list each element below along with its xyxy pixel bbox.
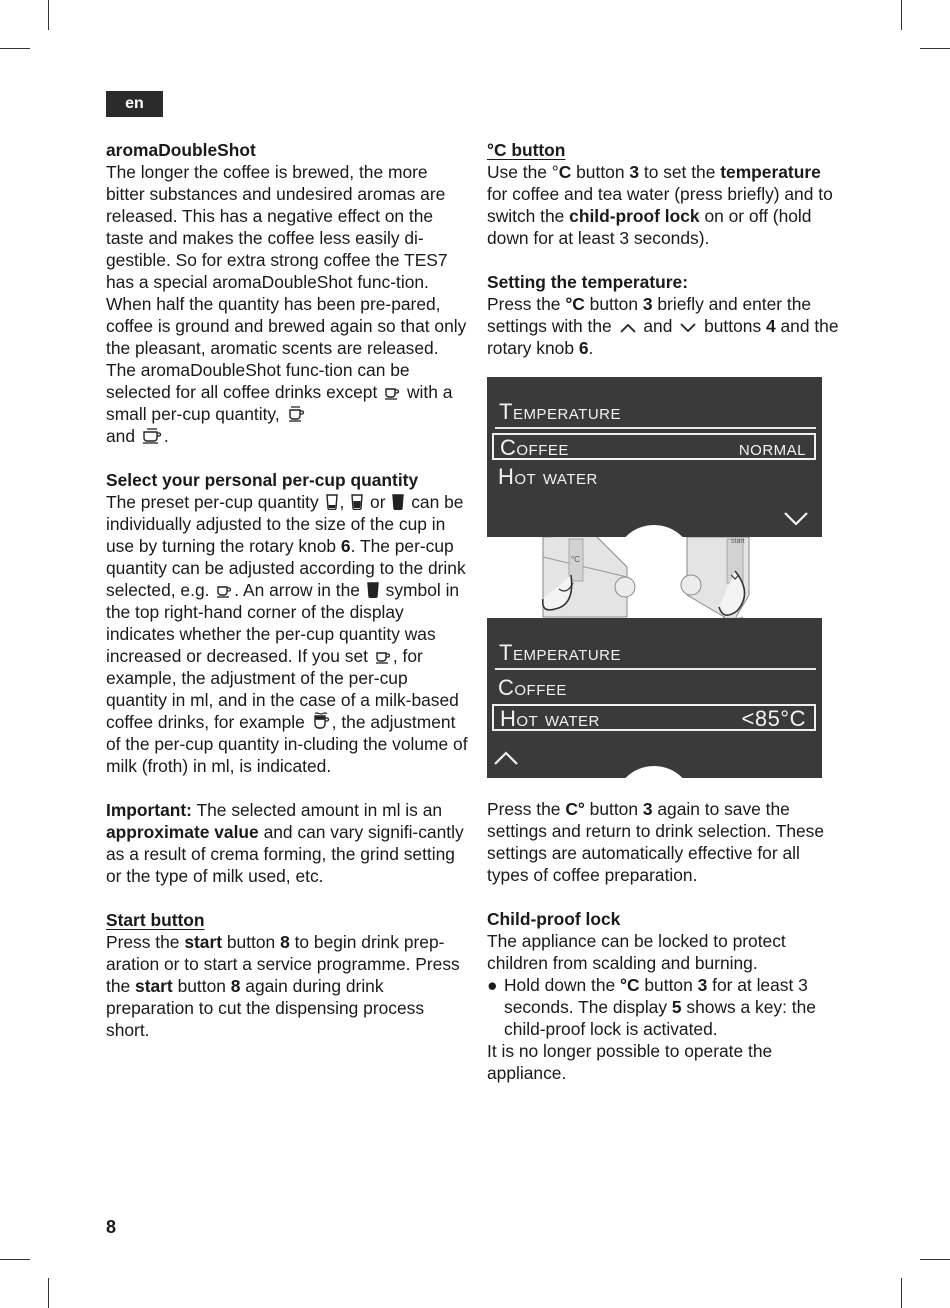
small-cup-icon: [375, 650, 391, 664]
button-label-celsius: °C: [571, 555, 580, 564]
select-text: symbol in the top right-hand corner of the display indicates whether the per-cup quantity was increased or decreased. If you set: [106, 580, 460, 666]
start-bold: start: [184, 932, 223, 952]
temp-text: buttons: [704, 316, 762, 336]
aroma-text: The longer the coffee is brewed, the more bitter substances and undesired aromas are released. This has a negative effect on the taste and makes the coffee less easily di-gestible. So for extra strong coffee the TES7 has a special aromaDoubleShot func-tion. When half the quantity has been pre-pared, coffee is ground and brewed again so that only the pleasant, aromatic scents are released. The aromaDoubleShot func-tion can be selected for all coffee drinks except: [106, 162, 467, 402]
display-notch: [614, 766, 694, 778]
crop-mark: [920, 48, 950, 49]
save-paragraph: [487, 798, 843, 886]
page-number: 8: [106, 1217, 117, 1237]
chevron-down-icon: [783, 511, 809, 532]
chevron-down-icon: [679, 322, 697, 334]
start-paragraph: [106, 931, 468, 1041]
start-bold: start: [135, 976, 173, 996]
display-notch: [614, 525, 694, 537]
right-column: [487, 139, 843, 359]
display-row-value: normal: [738, 435, 806, 460]
section-heading-c-button: °C button: [487, 140, 566, 160]
section-heading-child-lock: Child-proof lock: [487, 909, 621, 929]
large-cup-icon: [142, 428, 162, 444]
display-screen-hot-water-selected: [487, 618, 822, 778]
select-text: . The per-cup quantity can be adjusted according to the drink selected, e.g.: [106, 536, 466, 600]
select-text: . An arrow in the: [234, 580, 360, 600]
press-bold: C°: [565, 799, 585, 819]
small-cup-icon: [216, 584, 232, 598]
temp-text: briefly and enter the settings with the: [487, 294, 812, 336]
display-divider: [495, 668, 816, 670]
child-lock-result: It is no longer possible to operate the appliance.: [487, 1041, 773, 1083]
cup-level-high-icon: [392, 494, 404, 510]
child-lock-bullet: [487, 974, 843, 1040]
start-text: button: [226, 932, 276, 952]
child-text: for at least 3 seconds. The display: [504, 975, 808, 1017]
press-text: again to save the settings and return to drink selection. These settings are automatically effective for all types of coffee preparation.: [487, 799, 825, 885]
milk-coffee-icon: [312, 712, 330, 730]
select-paragraph: [106, 491, 468, 777]
crop-mark: [901, 1278, 902, 1308]
button-number: 3: [642, 799, 653, 819]
child-lock-bullet-text: [504, 974, 843, 1040]
language-tab: en: [106, 91, 163, 117]
display-title: Temperature: [499, 399, 622, 424]
temp-text: and: [643, 316, 673, 336]
start-text: Press the: [106, 932, 180, 952]
display-row-hot-water: [492, 464, 816, 491]
temp-text: button: [589, 294, 639, 314]
right-column-lower: [487, 798, 843, 1084]
button-number: 3: [629, 162, 640, 182]
important-label: Important:: [106, 800, 192, 820]
select-text: or: [370, 492, 386, 512]
button-number: 8: [280, 932, 290, 952]
select-text: The preset per-cup quantity: [106, 492, 319, 512]
left-column: [106, 139, 468, 1041]
c-text: to set the: [643, 162, 716, 182]
left-button-panel: [543, 537, 635, 617]
crop-mark: [48, 1278, 49, 1308]
section-heading-select: Select your personal per-cup quantity: [106, 470, 419, 490]
chevron-up-icon: [493, 750, 519, 771]
c-text: Use the °: [487, 162, 559, 182]
c-text: button: [576, 162, 625, 182]
press-text: Press the: [487, 799, 561, 819]
select-text: , the adjustment of the per-cup quantity in-cluding the volume of milk (froth) in ml, is indicated.: [106, 712, 468, 776]
child-text: shows a key: the child-proof lock is activated.: [504, 997, 816, 1039]
display-row-label: Hot water: [498, 464, 598, 489]
important-text: and can vary signifi-cantly as a result of crema forming, the grind setting or the type of milk used, etc.: [106, 822, 464, 886]
cup-level-low-icon: [326, 494, 338, 510]
cup-level-high-icon: [367, 582, 379, 598]
c-button-paragraph: [487, 161, 843, 249]
display-row-coffee: [492, 675, 816, 702]
important-bold: approximate value: [106, 822, 259, 842]
aroma-text: with a small per-cup quantity,: [106, 382, 453, 424]
knob-number: 6: [340, 536, 351, 556]
important-text: The selected amount in ml is an: [196, 800, 443, 820]
button-number: 8: [230, 976, 241, 996]
cup-level-mid-icon: [351, 494, 363, 510]
child-bold: °C: [620, 975, 640, 995]
display-row-value: <85°C: [741, 706, 806, 731]
display-screen-coffee-selected: [487, 377, 822, 537]
temperature-paragraph: [487, 293, 843, 359]
press-text: button: [589, 799, 639, 819]
start-text: to begin drink prep-aration or to start a service programme. Press the: [106, 932, 460, 996]
c-text: on or off (hold down for at least 3 seconds).: [487, 206, 812, 248]
display-row-coffee: [492, 433, 816, 460]
child-text: Hold down the: [504, 975, 616, 995]
section-heading-temperature: Setting the temperature:: [487, 272, 688, 292]
button-press-illustration: [487, 537, 822, 622]
select-text: can be individually adjusted to the size of the cup in use by turning the rotary knob: [106, 492, 464, 556]
small-cup-icon: [384, 386, 400, 400]
button-number: 4: [765, 316, 776, 336]
important-paragraph: [106, 799, 468, 887]
crop-mark: [0, 1259, 30, 1260]
display-number: 5: [671, 997, 682, 1017]
display-title: Temperature: [499, 640, 622, 665]
aroma-paragraph: [106, 161, 468, 447]
select-text: , for example, the adjustment of the per-cup quantity in ml, and in the case of a milk-based coffee drinks, for example: [106, 646, 459, 732]
c-bold: child-proof lock: [569, 206, 700, 226]
temp-text: and the rotary knob: [487, 316, 839, 358]
right-button-panel: [681, 537, 749, 622]
aroma-text: and: [106, 426, 136, 446]
child-text: button: [644, 975, 693, 995]
c-text: for coffee and tea water (press briefly) and to switch the: [487, 184, 833, 226]
aroma-text: .: [163, 426, 169, 446]
display-row-label: Coffee: [500, 435, 569, 460]
button-number: 3: [697, 975, 708, 995]
temp-text: Press the: [487, 294, 561, 314]
double-cup-icon: [287, 406, 305, 422]
button-label-start: start: [731, 538, 745, 545]
display-row-label: Hot water: [500, 706, 600, 731]
child-lock-paragraph: The appliance can be locked to protect children from scalding and burning.: [487, 931, 786, 973]
display-row-label: Coffee: [498, 675, 567, 700]
section-heading-start: Start button: [106, 910, 205, 930]
c-bold: C: [558, 162, 572, 182]
chevron-up-icon: [619, 322, 637, 334]
bullet-dot: ●: [487, 975, 498, 995]
crop-mark: [48, 0, 49, 30]
crop-mark: [901, 0, 902, 30]
display-row-hot-water: [492, 704, 816, 731]
crop-mark: [0, 48, 30, 49]
crop-mark: [920, 1259, 950, 1260]
button-number: 3: [642, 294, 653, 314]
c-bold: temperature: [720, 162, 821, 182]
start-text: button: [177, 976, 226, 996]
display-divider: [495, 427, 816, 429]
section-heading-aroma: aromaDoubleShot: [106, 140, 256, 160]
knob-number: 6: [578, 338, 589, 358]
temp-bold: °C: [565, 294, 585, 314]
select-text: ,: [339, 492, 345, 512]
start-text: again during drink preparation to cut the dispensing process short.: [106, 976, 425, 1040]
temp-text: .: [588, 338, 594, 358]
